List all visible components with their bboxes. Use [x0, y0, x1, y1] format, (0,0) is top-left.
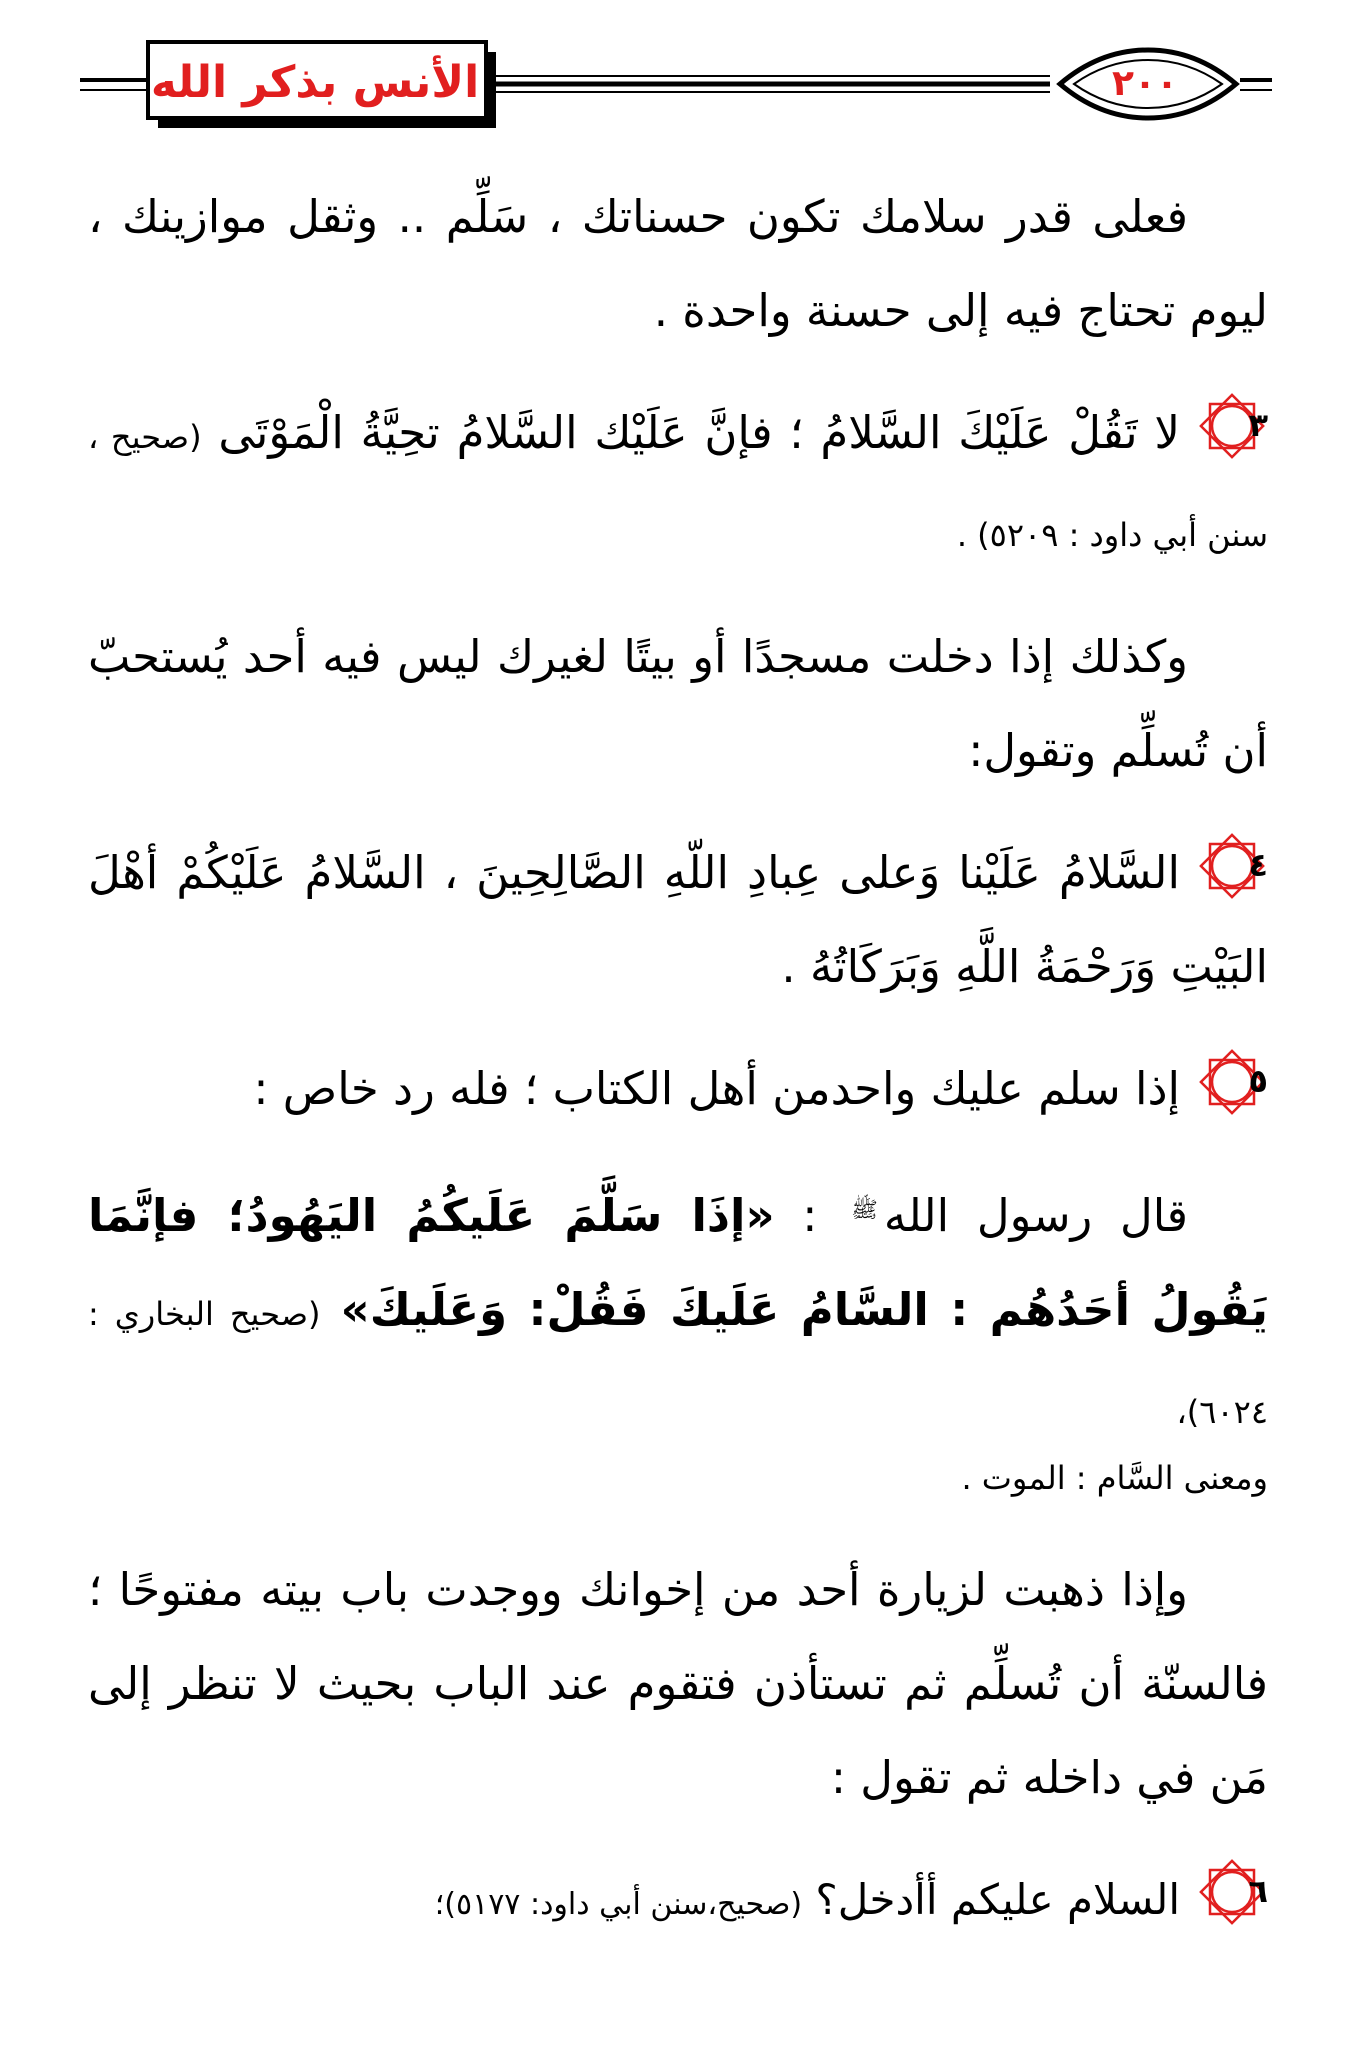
hadith-reference: (صحيح البخاري : ٦٠٢٤)، [88, 1295, 1268, 1431]
octagram-star-icon: ٥ [1196, 1046, 1268, 1118]
page-header [0, 0, 1356, 140]
page-number: ٢٠٠ [1112, 63, 1178, 104]
item-3-reference: (صحيح ، سنن أبي داود : ٥٢٠٩) . [88, 418, 1268, 554]
hadith-quote: «إذَا سَلَّمَ عَلَيكُمُ اليَهُودُ؛ فإنَّمَا يَقُولُ أحَدُهُم : السَّامُ عَلَيكَ فَقُلْ: وَعَلَيكَ» [88, 1189, 1269, 1336]
octagram-star-icon: ٦ [1196, 1856, 1268, 1928]
octagram-star-icon: ٣ [1196, 390, 1268, 462]
item-6-text: السلام عليكم أأدخل؟ [815, 1875, 1180, 1924]
hadith-note: ومعنى السَّام : الموت . [961, 1459, 1268, 1497]
item-4-text: السَّلامُ عَلَيْنا وَعلى عِبادِ اللّهِ الصَّالِحِينَ ، السَّلامُ عَلَيْكُمْ أهْلَ البَيْتِ وَرَحْمَةُ اللَّهِ وَبَرَكَاتُهُ . [88, 846, 1268, 993]
paragraph-visit: وإذا ذهبت لزيارة أحد من إخوانك ووجدت باب بيته مفتوحًا ؛ فالسنّة أن تُسلِّم ثم تستأذن فتقوم عند الباب بحيث لا تنظر إلى مَن في داخله ثم تقول : [88, 1563, 1268, 1804]
book-title: الأنس بذكر الله [150, 57, 480, 108]
paragraph-intro: فعلى قدر سلامك تكون حسناتك ، سَلِّم .. وثقل موازينك ، ليوم تحتاج فيه إلى حسنة واحدة . [88, 190, 1268, 337]
hadith-paragraph [88, 1164, 1268, 1459]
salawat-glyph: ﷺ [851, 1198, 878, 1223]
paragraph-mosque: وكذلك إذا دخلت مسجدًا أو بيتًا لغيرك ليس فيه أحد يُستحبّ أن تُسلِّم وتقول: [88, 630, 1268, 777]
item-3-text: لا تَقُلْ عَلَيْكَ السَّلامُ ؛ فإنَّ عَلَيْك السَّلامُ تحِيَّةُ الْمَوْتَى [218, 406, 1180, 459]
list-item-3 [88, 386, 1268, 582]
hadith-colon: : [774, 1189, 846, 1242]
list-item-5 [88, 1042, 1268, 1136]
hadith-intro: قال رسول الله [883, 1189, 1188, 1242]
list-item-6 [88, 1853, 1268, 1952]
page-body [88, 170, 1268, 1980]
octagram-star-icon: ٤ [1196, 830, 1268, 902]
list-item-4 [88, 826, 1268, 1014]
item-5-text: إذا سلم عليك واحدمن أهل الكتاب ؛ فله رد خاص : [253, 1062, 1180, 1115]
item-6-reference: (صحيح،سنن أبي داود: ٥١٧٧)؛ [434, 1887, 803, 1922]
